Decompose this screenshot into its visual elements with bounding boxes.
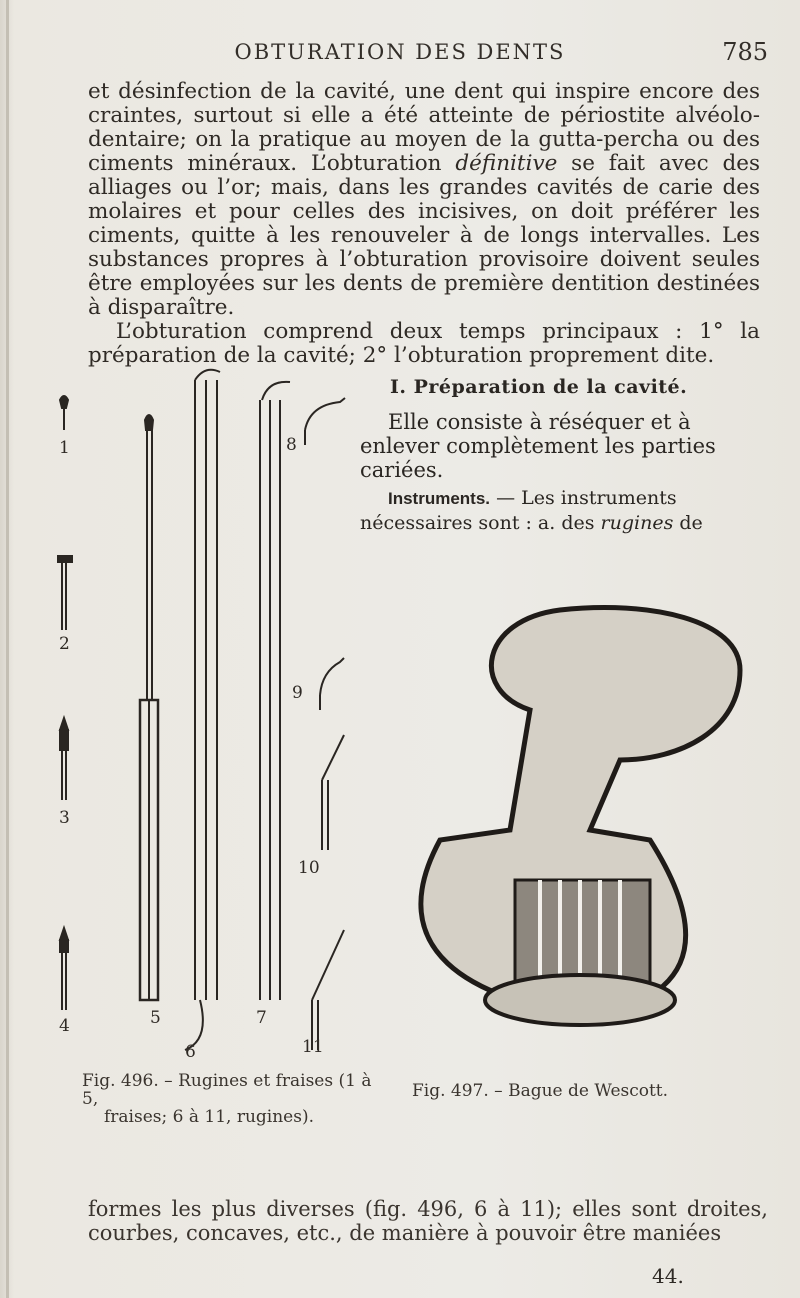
figure-number-9: 9: [292, 683, 303, 703]
fraise-5-drawing: [140, 415, 158, 1000]
bottom-paragraph: [88, 1197, 768, 1245]
signature-mark: 44.: [652, 1264, 684, 1288]
running-title: OBTURATION DES DENTS: [234, 40, 566, 64]
paragraph-1-end: se fait avec des alliages ou l’or; mais, dans les grandes cavités de carie des molaires et pour celles des incisives, on doit préférer les ciments, quitte à les renouveler à de longs intervalles. Les substances propres à l’obturation provisoire doivent seules être employées sur les dents de première dentition destinées à disparaître.: [88, 151, 760, 320]
rugine-6-drawing: [185, 370, 220, 1050]
fraise-2-drawing: [58, 556, 72, 630]
bottom-paragraph-text: formes les plus diverses (fig. 496, 6 à 11); elles sont droites, courbes, concaves, etc., de manière à pouvoir être maniées: [88, 1197, 768, 1245]
figure-496-caption-line-1: Fig. 496. – Rugines et fraises (1 à 5,: [82, 1071, 372, 1109]
figure-497-bague-de-wescott: [421, 608, 740, 1026]
paragraph-1-emphasis: définitive: [455, 151, 558, 176]
rugine-7-drawing: [260, 382, 290, 1000]
figure-number-1: 1: [59, 438, 70, 458]
figure-496-caption: [82, 1072, 382, 1126]
figure-number-3: 3: [59, 808, 70, 828]
rugine-11-drawing: [312, 930, 344, 1050]
figure-496-caption-line-2: fraises; 6 à 11, rugines).: [104, 1107, 314, 1127]
figure-number-10: 10: [298, 858, 320, 878]
figure-number-5: 5: [150, 1008, 161, 1028]
section-intro: Elle consiste à réséquer et à enlever complètement les parties cariées.: [360, 410, 716, 482]
instruments-text: — Les instruments nécessaires sont : a. des: [360, 487, 677, 534]
fraise-3-drawing: [60, 718, 68, 800]
rugine-9-drawing: [320, 658, 344, 710]
instruments-end: de: [679, 512, 703, 534]
paragraph-2: L’obturation comprend deux temps principaux : 1° la préparation de la cavité; 2° l’obturation proprement dite.: [88, 319, 760, 368]
figure-number-4: 4: [59, 1016, 70, 1036]
figure-number-2: 2: [59, 634, 70, 654]
instruments-label: Instruments.: [388, 489, 491, 508]
fraise-1-drawing: [60, 396, 68, 430]
rugine-10-drawing: [322, 735, 344, 850]
figure-number-8: 8: [286, 435, 297, 455]
fraise-4-drawing: [60, 928, 68, 1010]
instruments-emphasis: rugines: [600, 512, 674, 534]
figure-497-caption: Fig. 497. – Bague de Wescott.: [412, 1081, 669, 1101]
figure-number-7: 7: [256, 1008, 267, 1028]
paragraph-1-start: et désinfection de la cavité, une dent qui inspire encore des craintes, surtout si elle a été atteinte de périostite alvéolo-dentaire; on la pratique au moyen de la gutta-percha ou des ciments minéraux. L’obturation: [88, 79, 760, 176]
rugine-8-drawing: [305, 398, 345, 445]
figure-number-11: 11: [302, 1037, 324, 1057]
figure-number-6: 6: [185, 1042, 196, 1062]
figure-496-instruments: [58, 370, 345, 1050]
page-number: 785: [722, 38, 768, 66]
section-title: I. Préparation de la cavité.: [390, 376, 688, 398]
